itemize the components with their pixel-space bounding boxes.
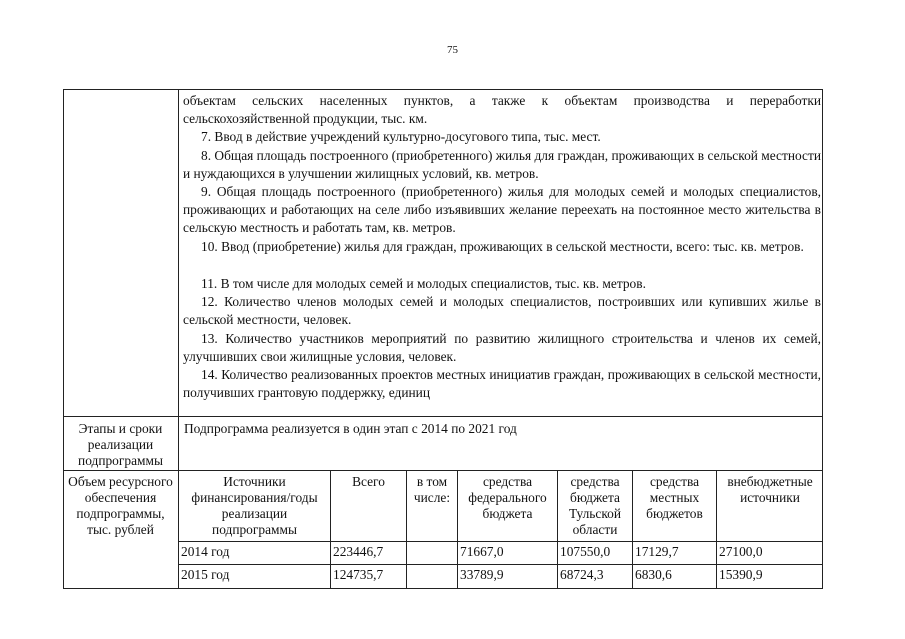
indicator-item-9: 9. Общая площадь построенного (приобретенного) жилья для молодых семей и молодых специалистов, проживающих и работающих на селе либо изъявивших желание переехать на постоянное место жительства в сельскую местность и работать там, кв. метров.: [183, 184, 821, 235]
row-2014-local: 17129,7: [635, 544, 679, 559]
header-extra: внебюджетные источники: [727, 474, 813, 505]
row-2015-federal: 33789,9: [460, 567, 504, 582]
indicator-item-12: 12. Количество членов молодых семей и молодых специалистов, построивших или купивших жилье в сельской местности, человек.: [183, 294, 821, 327]
indicator-item-7: 7. Ввод в действие учреждений культурно-досугового типа, тыс. мест.: [201, 129, 601, 144]
resources-label: Объем ресурсного обеспечения подпрограммы, тыс. рублей: [68, 474, 173, 537]
header-regional: средства бюджета Тульской области: [568, 474, 622, 537]
row-2014-regional: 107550,0: [560, 544, 611, 559]
stages-text: Подпрограмма реализуется в один этап с 2014 по 2021 год: [184, 421, 517, 436]
header-sources: Источники финансирования/годы реализации подпрограммы: [191, 474, 318, 537]
indicator-item-11: 11. В том числе для молодых семей и молодых специалистов, тыс. кв. метров.: [201, 276, 646, 291]
row-divider-indicators: [63, 416, 823, 417]
row-2014-total: 223446,7: [333, 544, 384, 559]
row-2014-year: 2014 год: [181, 544, 230, 559]
indicator-continuation: объектам сельских населенных пунктов, а также к объектам производства и переработки сельскохозяйственной продукции, тыс. км.: [183, 93, 821, 126]
row-2015-extra: 15390,9: [719, 567, 763, 582]
header-local: средства местных бюджетов: [646, 474, 703, 521]
header-total: Всего: [352, 474, 385, 489]
row-2014-federal: 71667,0: [460, 544, 504, 559]
resource-header-divider: [178, 541, 823, 542]
header-including: в том числе:: [413, 474, 451, 505]
row-2015-local: 6830,6: [635, 567, 672, 582]
stages-label: Этапы и сроки реализации подпрограммы: [78, 421, 163, 468]
indicator-item-8: 8. Общая площадь построенного (приобретенного) жилья для граждан, проживающих в сельской местности и нуждающихся в улучшении жилищных условий, кв. метров.: [183, 148, 821, 181]
page-number: 75: [447, 44, 458, 56]
indicator-item-13: 13. Количество участников мероприятий по развитию жилищного строительства и членов их семей, улучшивших свои жилищные условия, человек.: [183, 331, 821, 364]
row-2015-year: 2015 год: [181, 567, 230, 582]
row-2015-total: 124735,7: [333, 567, 384, 582]
indicator-item-10: 10. Ввод (приобретение) жилья для граждан, проживающих в сельской местности, всего: тыс. кв. метров.: [201, 239, 804, 254]
row-2015-regional: 68724,3: [560, 567, 604, 582]
indicator-item-14: 14. Количество реализованных проектов местных инициатив граждан, проживающих в сельской местности, получивших грантовую поддержку, единиц: [183, 367, 821, 400]
header-federal: средства федерального бюджета: [468, 474, 547, 521]
resource-row-divider: [178, 564, 823, 565]
row-divider-stages: [63, 470, 823, 471]
row-2014-extra: 27100,0: [719, 544, 763, 559]
